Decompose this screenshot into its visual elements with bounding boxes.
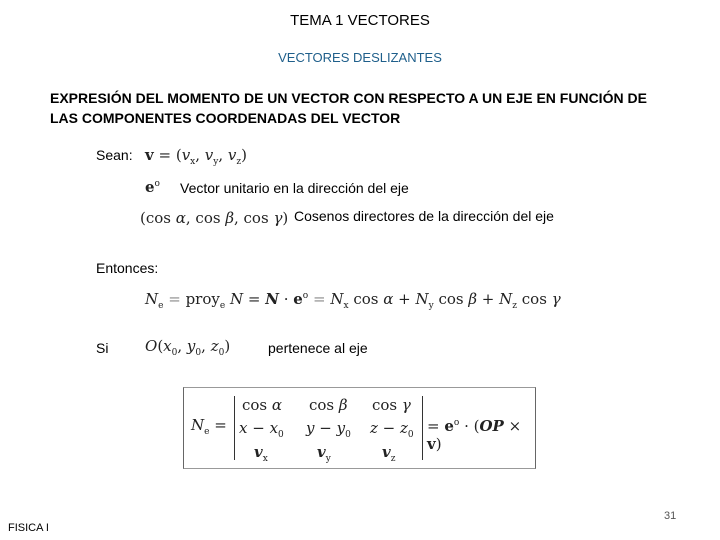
section-subtitle: VECTORES DESLIZANTES bbox=[278, 50, 442, 65]
ne-projection-equation: $N_e$ = proy$_e$ $N = N \cdot e^o = N_x$ $\cos \alpha + N_y$ $\cos \beta + N_z$ cos γ bbox=[145, 290, 561, 311]
sean-label: Sean: bbox=[96, 147, 133, 163]
direction-cosines-formula: (cos α, cos β, cos γ) bbox=[140, 209, 289, 227]
vector-v-definition: $v = (v_x$, $v_y$, $v_z$) bbox=[145, 146, 248, 167]
matrix-cell-cos-gamma: cos γ bbox=[372, 396, 411, 414]
matrix-cell-x: $x - x_0$ bbox=[239, 419, 284, 440]
matrix-cell-y: $y - y_0$ bbox=[306, 419, 351, 440]
matrix-cell-z: $z - z_0$ bbox=[370, 419, 414, 440]
point-o-formula: $O(x_0$, $y_0$, $z_0$) bbox=[145, 337, 231, 358]
triple-product-result: = $e^o \cdot (OP \times v)$ bbox=[427, 417, 522, 453]
unit-vector-symbol: $e^o$ bbox=[145, 178, 160, 196]
page-number: 31 bbox=[664, 510, 677, 522]
matrix-cell-cos-beta: cos β bbox=[309, 396, 348, 414]
page-title: TEMA 1 VECTORES bbox=[290, 12, 430, 29]
determinant-right-bar bbox=[422, 396, 423, 460]
direction-cosines-description: Cosenos directores de la dirección del eje bbox=[294, 208, 554, 224]
ne-symbol: $N_e$ = bbox=[191, 416, 227, 437]
pertenece-label: pertenece al eje bbox=[268, 340, 368, 356]
matrix-cell-vz: $v_z$ bbox=[382, 443, 396, 464]
topic-heading: EXPRESIÓN DEL MOMENTO DE UN VECTOR CON RESPECTO A UN EJE EN FUNCIÓN DE LAS COMPONENTES COORDENADAS DEL VECTOR bbox=[50, 90, 647, 126]
matrix-cell-vx: $v_x$ bbox=[254, 443, 268, 464]
course-label: FISICA I bbox=[8, 522, 49, 534]
unit-vector-description: Vector unitario en la dirección del eje bbox=[180, 180, 409, 196]
matrix-cell-vy: $v_y$ bbox=[317, 443, 331, 464]
entonces-label: Entonces: bbox=[96, 260, 159, 276]
si-label: Si bbox=[96, 340, 109, 356]
determinant-left-bar bbox=[234, 396, 235, 460]
determinant-formula-box bbox=[183, 387, 536, 469]
matrix-cell-cos-alpha: cos α bbox=[242, 396, 283, 414]
